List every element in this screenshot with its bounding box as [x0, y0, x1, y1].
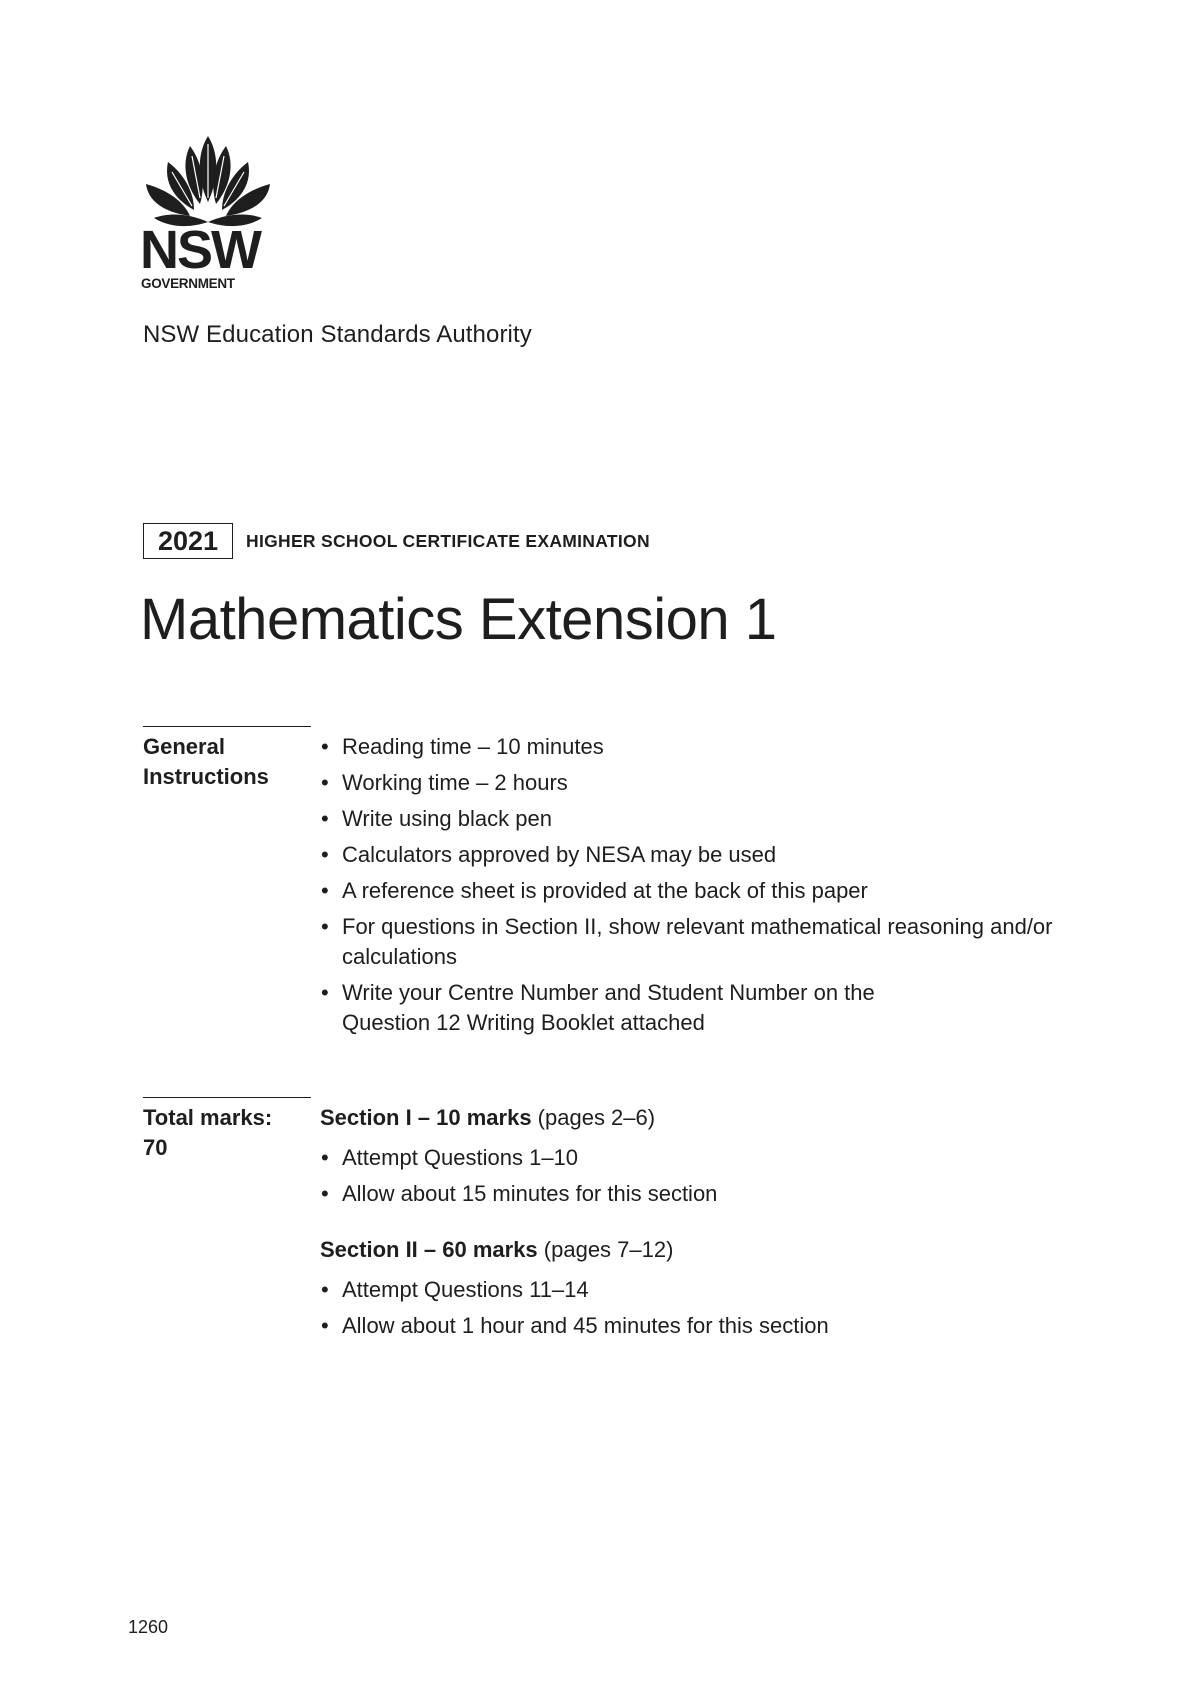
waratah-icon	[140, 132, 290, 292]
list-item: • Attempt Questions 11–14	[321, 1277, 589, 1302]
list-item: • For questions in Section II, show relevant mathematical reasoning and/or calculations	[321, 914, 1053, 969]
general-instructions-label: General Instructions	[143, 734, 269, 789]
divider-general	[143, 726, 311, 727]
list-item: • Allow about 15 minutes for this section	[321, 1181, 718, 1206]
section-one	[320, 1103, 1080, 1215]
nsw-government-logo	[140, 132, 290, 292]
divider-total-marks	[143, 1097, 311, 1098]
exam-year: 2021	[143, 523, 233, 559]
exam-header	[143, 523, 650, 559]
list-item: • A reference sheet is provided at the back of this paper	[321, 878, 868, 903]
logo-government-text: GOVERNMENT	[141, 276, 235, 291]
list-item: • Attempt Questions 1–10	[321, 1145, 579, 1170]
section-two-heading: Section II – 60 marks (pages 7–12)	[320, 1237, 674, 1262]
logo-nsw-text: NSW	[140, 220, 260, 280]
general-instructions-list	[320, 732, 1080, 1044]
list-item: • Calculators approved by NESA may be used	[321, 842, 777, 867]
section-one-heading: Section I – 10 marks (pages 2–6)	[320, 1105, 656, 1130]
list-item: • Write using black pen	[321, 806, 552, 831]
total-marks-label: Total marks: 70	[143, 1105, 273, 1160]
subject-title: Mathematics Extension 1	[140, 587, 777, 652]
list-item: • Working time – 2 hours	[321, 770, 568, 795]
section-two	[320, 1235, 1080, 1347]
list-item: • Write your Centre Number and Student Number on the Question 12 Writing Booklet attached	[321, 980, 875, 1035]
list-item: • Allow about 1 hour and 45 minutes for this section	[321, 1313, 829, 1338]
exam-label: HIGHER SCHOOL CERTIFICATE EXAMINATION	[246, 530, 650, 551]
paper-code: 1260	[128, 1617, 169, 1637]
list-item: • Reading time – 10 minutes	[321, 734, 604, 759]
authority-name: NSW Education Standards Authority	[143, 321, 532, 348]
